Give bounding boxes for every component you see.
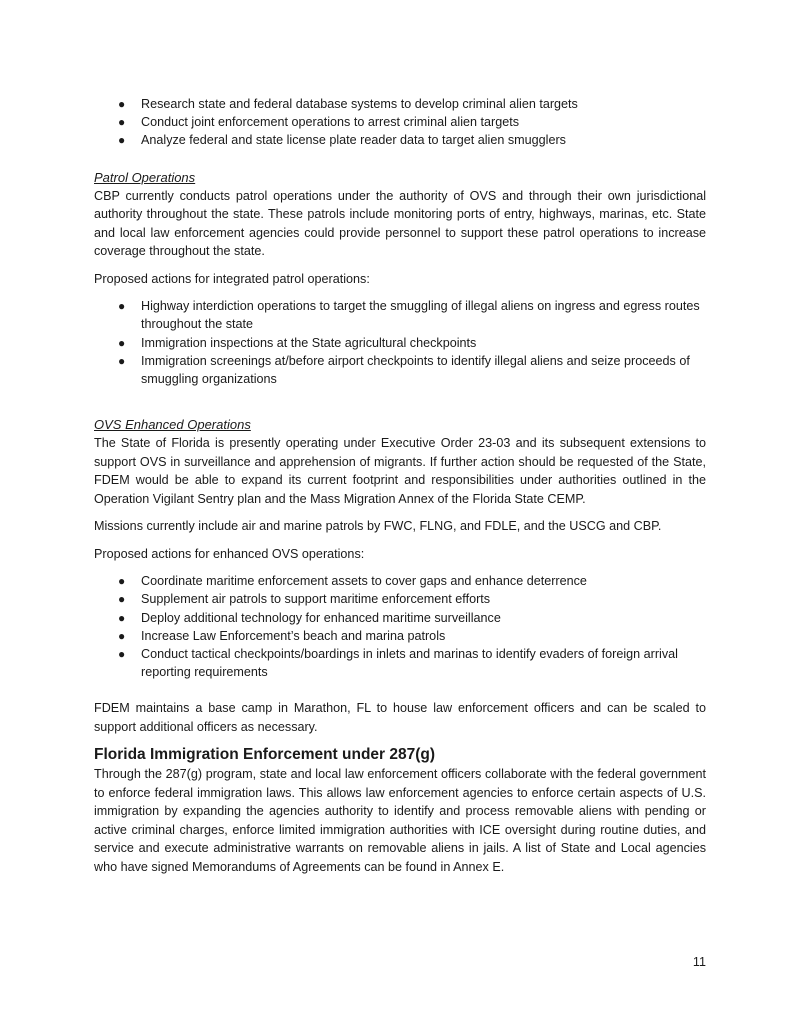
list-item: ● Highway interdiction operations to target the smuggling of illegal aliens on ingress and egress routes throughout the state [118, 299, 700, 332]
patrol-bullet-list [94, 297, 706, 388]
patrol-proposed-label: Proposed actions for integrated patrol operations: [94, 271, 370, 286]
list-item: ● Immigration inspections at the State agricultural checkpoints [94, 334, 706, 352]
list-item: ● Supplement air patrols to support maritime enforcement efforts [94, 590, 706, 608]
bullet-icon: ● [118, 646, 126, 661]
ovs-bullet-list [94, 572, 706, 681]
list-item: ● Analyze federal and state license plate reader data to target alien smugglers [94, 131, 706, 149]
bullet-icon: ● [118, 628, 126, 643]
ovs-heading: OVS Enhanced Operations [94, 417, 251, 433]
bullet-icon: ● [118, 610, 126, 625]
top-bullet-list [94, 95, 706, 150]
bullet-icon: ● [118, 299, 126, 314]
list-item: ● Deploy additional technology for enhanced maritime surveillance [94, 609, 706, 627]
patrol-heading: Patrol Operations [94, 169, 196, 185]
list-item: ● Immigration screenings at/before airport checkpoints to identify illegal aliens and seize proceeds of smuggling organizations [118, 353, 690, 386]
list-item: ● Research state and federal database systems to develop criminal alien targets [94, 95, 706, 113]
list-item: ● Coordinate maritime enforcement assets to cover gaps and enhance deterrence [94, 572, 706, 590]
ovs-body: The State of Florida is presently operating under Executive Order 23-03 and its subsequent extensions to support OVS in surveillance and apprehension of migrants. If further action should be requested of the State, FDEM would be able to expand its current footprint and responsibilities under authorities outlined in the Operation Vigilant Sentry plan and the Mass Migration Annex of the Florida State CEMP. [94, 436, 706, 506]
list-item: ● Conduct tactical checkpoints/boardings in inlets and marinas to identify evaders of foreign arrival reporting requirements [118, 646, 678, 680]
ovs-missions: Missions currently include air and marine patrols by FWC, FLNG, and FDLE, and the USCG and CBP. [94, 519, 662, 534]
ovs-proposed-label: Proposed actions for enhanced OVS operations: [94, 546, 365, 561]
bullet-icon: ● [118, 592, 126, 607]
bullet-icon: ● [118, 97, 126, 111]
bullet-icon: ● [118, 353, 126, 368]
list-item: ● Conduct joint enforcement operations to arrest criminal alien targets [94, 113, 706, 131]
bullet-icon: ● [118, 115, 126, 130]
bullet-icon: ● [118, 133, 126, 148]
list-item: ● Increase Law Enforcement’s beach and marina patrols [94, 627, 706, 645]
patrol-body: CBP currently conducts patrol operations under the authority of OVS and through their own jurisdictional authority throughout the state. These patrols include monitoring ports of entry, highways, marinas, etc. State and local law enforcement agencies could provide personnel to support these patrol operations to increase coverage throughout the state. [94, 188, 706, 259]
section-287g-title: Florida Immigration Enforcement under 287(g) [94, 746, 436, 764]
bullet-icon: ● [118, 574, 126, 589]
page-number: 11 [692, 955, 706, 969]
ovs-base-camp: FDEM maintains a base camp in Marathon, FL to house law enforcement officers and can be scaled to support additional officers as necessary. [94, 701, 706, 734]
bullet-icon: ● [118, 335, 126, 350]
document-page [94, 0, 706, 876]
section-287g-body: Through the 287(g) program, state and local law enforcement officers collaborate with the federal government to enforce federal immigration laws. This allows law enforcement agencies to enforce certain aspects of U.S. immigration by expanding the agencies authority to identify and process removable aliens with pending or active criminal charges, enforce limited immigration authorities with ICE oversight during routine duties, and service and execute administrative warrants on removable aliens in jails. A list of State and Local agencies who have signed Memorandums of Agreements can be found in Annex E. [94, 767, 706, 874]
